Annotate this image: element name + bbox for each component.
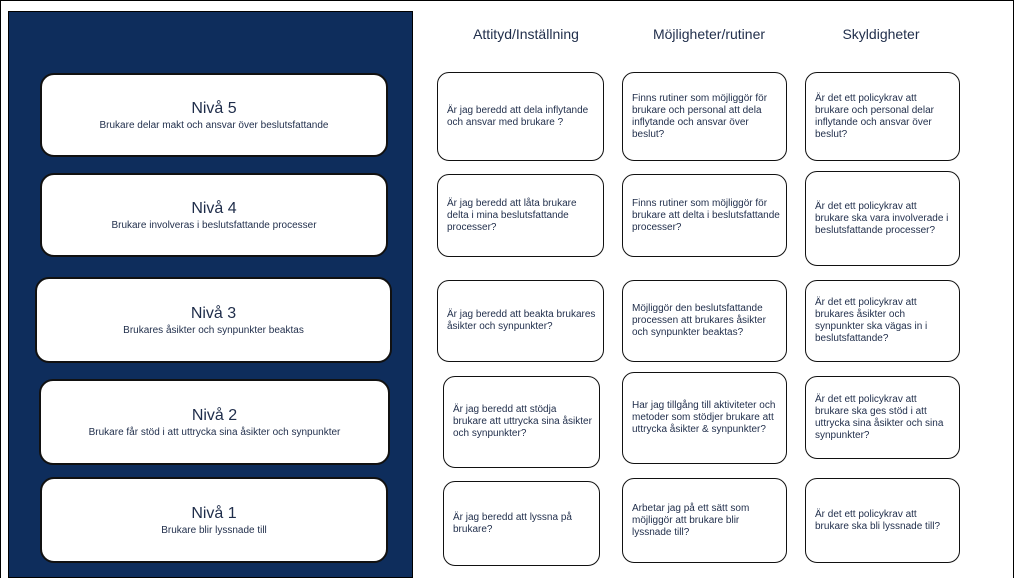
question-obligations-level-2: Är det ett policykrav att brukare ska ges stöd i att uttrycka sina åsikter och sina synpunkter? [805,376,960,459]
level-description: Brukare delar makt och ansvar över beslutsfattande [99,119,329,131]
question-obligations-level-1: Är det ett policykrav att brukare ska bli lyssnade till? [805,478,960,563]
level-description: Brukare involveras i beslutsfattande processer [111,219,317,231]
question-attitude-level-2: Är jag beredd att stödja brukare att uttrycka sina åsikter och synpunkter? [443,376,600,468]
column-header-opportunities: Möjligheter/rutiner [652,26,766,42]
level-box-1 [40,477,388,563]
column-header-attitude: Attityd/Inställning [473,26,579,42]
question-opportunities-level-5: Finns rutiner som möjliggör för brukare och personal att dela inflytande och ansvar över beslut? [622,72,787,161]
question-opportunities-level-2: Har jag tillgång till aktiviteter och metoder som stödjer brukare att uttrycka åsikter & synpunkter? [622,372,787,464]
level-description: Brukare får stöd i att uttrycka sina åsikter och synpunkter [88,426,341,438]
level-title: Nivå 2 [191,406,238,424]
question-opportunities-level-1: Arbetar jag på ett sätt som möjliggör att brukare blir lyssnade till? [622,478,787,563]
level-box-3 [35,277,392,363]
question-opportunities-level-3: Möjliggör den beslutsfattande processen att brukares åsikter och synpunkter beaktas? [622,280,787,362]
question-obligations-level-4: Är det ett policykrav att brukare ska vara involverade i beslutsfattande processer? [805,171,960,266]
question-opportunities-level-4: Finns rutiner som möjliggör för brukare att delta i beslutsfattande processer? [622,174,787,257]
question-attitude-level-3: Är jag beredd att beakta brukares åsikter och synpunkter? [437,280,604,362]
question-attitude-level-5: Är jag beredd att dela inflytande och ansvar med brukare ? [437,72,604,161]
level-box-4 [40,173,388,257]
question-attitude-level-1: Är jag beredd att lyssna på brukare? [443,481,600,566]
question-attitude-level-4: Är jag beredd att låta brukare delta i mina beslutsfattande processer? [437,174,604,257]
level-title: Nivå 1 [191,504,237,522]
column-header-obligations: Skyldigheter [842,26,920,42]
question-obligations-level-3: Är det ett policykrav att brukares åsikter och synpunkter ska vägas in i beslutsfattande? [805,280,960,362]
level-title: Nivå 4 [191,199,237,217]
level-description: Brukare blir lyssnade till [161,524,267,536]
level-title: Nivå 3 [190,304,237,322]
question-obligations-level-5: Är det ett policykrav att brukare och personal delar inflytande och ansvar över beslut? [805,72,960,161]
level-title: Nivå 5 [191,99,237,117]
level-box-5 [40,73,388,157]
level-description: Brukares åsikter och synpunkter beaktas [123,324,304,336]
level-box-2 [39,379,390,465]
